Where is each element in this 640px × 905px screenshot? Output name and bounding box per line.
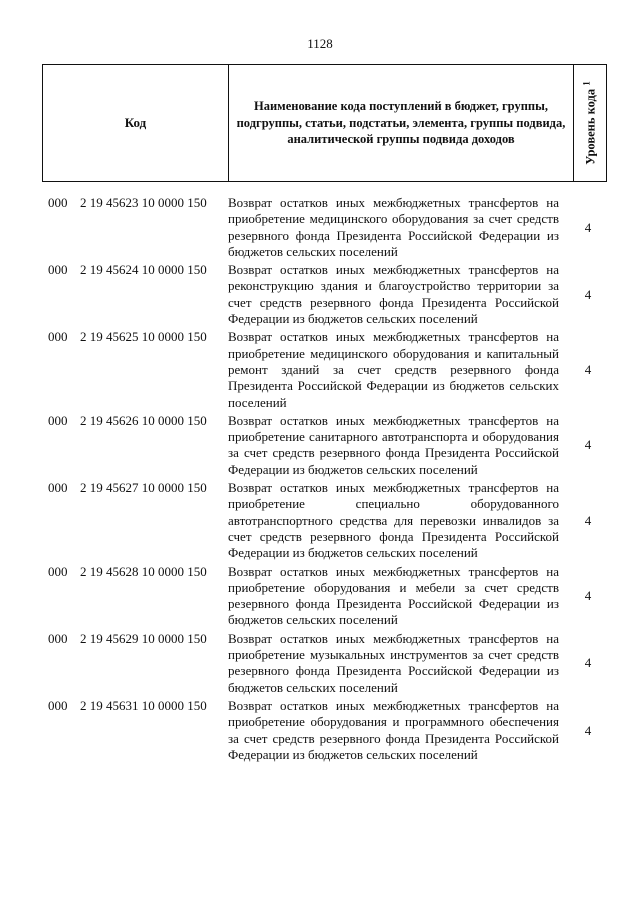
table-row (42, 564, 607, 629)
row-prefix: 000 (48, 195, 68, 210)
table-row (42, 480, 607, 561)
row-code: 2 19 45629 10 0000 150 (80, 630, 207, 646)
row-level: 4 (584, 512, 592, 528)
row-level: 4 (584, 362, 592, 378)
row-description: Возврат остатков иных межбюджетных трансфертов на приобретение медицинского оборудования за счет средств резервного фонда Президента Российской Федерации из бюджетов сельских поселений (228, 195, 559, 259)
row-prefix: 000 (48, 563, 68, 579)
row-description: Возврат остатков иных межбюджетных трансфертов на приобретение санитарного автотранспорта и оборудования за счет средств резервного фонда Президента Российской Федерации из бюджетов сельских поселений (228, 412, 559, 477)
row-description: Возврат остатков иных межбюджетных трансфертов на приобретение оборудования и программного обеспечения за счет средств резервного фонда Президента Российской Федерации из бюджетов сельских поселений (228, 697, 559, 762)
row-code: 2 19 45626 10 0000 150 (80, 412, 207, 428)
header-level-label: Уровень кода (583, 88, 598, 165)
row-prefix: 000 (48, 697, 68, 713)
table-row (42, 195, 607, 260)
row-level: 4 (584, 437, 592, 453)
row-code: 2 19 45624 10 0000 150 (80, 262, 207, 278)
table-header (42, 64, 607, 182)
row-code: 2 19 45625 10 0000 150 (80, 329, 207, 345)
row-description: Возврат остатков иных межбюджетных трансфертов на приобретение музыкальных инструментов за счет средств резервного фонда Президента Российской Федерации из бюджетов сельских поселений (228, 630, 559, 695)
table-row (42, 698, 607, 763)
row-description: Возврат остатков иных межбюджетных трансфертов на реконструкцию здания и благоустройство территории за счет средств резервного фонда Президента Российской Федерации из бюджетов сельских поселений (228, 262, 559, 327)
row-prefix: 000 (48, 412, 68, 428)
row-code: 2 19 45631 10 0000 150 (80, 697, 207, 713)
row-description: Возврат остатков иных межбюджетных трансфертов на приобретение оборудования и мебели за счет средств резервного фонда Президента Российской Федерации из бюджетов сельских поселений (228, 563, 559, 628)
row-code: 2 19 45628 10 0000 150 (80, 563, 207, 579)
table-body (42, 195, 607, 765)
table-row (42, 262, 607, 327)
page-number: 1128 (307, 36, 333, 51)
row-level: 4 (584, 219, 592, 235)
row-prefix: 000 (48, 262, 68, 278)
header-name: Наименование кода поступлений в бюджет, группы, подгруппы, статьи, подстатьи, элемента, группы подвида, аналитической группы подвида доходов (229, 65, 574, 181)
row-description: Возврат остатков иных межбюджетных трансфертов на приобретение специально оборудованного автотранспортного средства для перевозки инвалидов за счет средств резервного фонда Президента Российской Федерации из бюджетов сельских поселений (228, 480, 559, 561)
header-code: Код (43, 65, 229, 181)
row-level: 4 (584, 722, 592, 738)
row-prefix: 000 (48, 630, 68, 646)
row-level: 4 (584, 655, 592, 671)
table-row (42, 413, 607, 478)
row-level: 4 (584, 286, 592, 302)
table-row (42, 329, 607, 410)
header-level-footnote: 1 (581, 81, 592, 86)
row-prefix: 000 (48, 329, 68, 345)
header-level (581, 81, 598, 164)
row-code: 2 19 45623 10 0000 150 (80, 195, 207, 210)
table-row (42, 631, 607, 696)
row-description: Возврат остатков иных межбюджетных трансфертов на приобретение медицинского оборудования и капитальный ремонт зданий за счет средств резервного фонда Президента Российской Федерации из бюджетов сельских поселений (228, 329, 559, 410)
header-level-cell (574, 65, 606, 181)
row-prefix: 000 (48, 480, 68, 496)
row-level: 4 (584, 588, 592, 604)
row-code: 2 19 45627 10 0000 150 (80, 480, 207, 496)
